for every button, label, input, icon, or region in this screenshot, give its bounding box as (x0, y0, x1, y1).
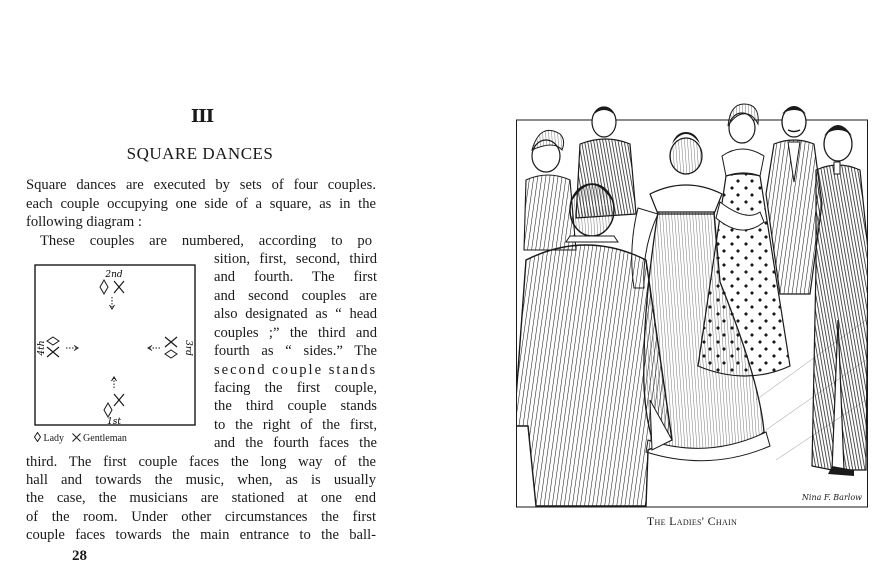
couple-2nd-label: 2nd (105, 270, 123, 280)
text-line: hall and towards the music, when, as is usually (26, 472, 376, 488)
couple-1st-label: 1st (107, 417, 121, 426)
diagram-border (35, 265, 195, 425)
lady-icon (34, 432, 41, 442)
text-line: second couple stands (214, 362, 378, 378)
chapter-number: III (190, 106, 214, 127)
left-page (0, 0, 440, 571)
text-line: and second couples are (214, 288, 377, 304)
illustration-caption: The Ladies' Chain (646, 514, 738, 528)
text-line: couple faces towards the main entrance to the ball- (26, 527, 376, 543)
legend-gentleman-label: Gentleman (83, 433, 127, 444)
text-line: fourth as “ sides.” The (214, 343, 377, 359)
lady-icon (165, 350, 177, 358)
text-line: sition, first, second, third (214, 251, 377, 267)
chapter-title: SQUARE DANCES (126, 144, 274, 163)
artist-signature: Nina F. Barlow (801, 493, 862, 502)
gentleman-icon (72, 433, 81, 442)
text-line: Square dances are executed by sets of four couples. (26, 177, 376, 193)
text-line: also designated as “ head (214, 306, 377, 322)
text-line: third. The first couple faces the long way of the (26, 454, 376, 470)
right-page (440, 0, 882, 571)
square-dance-diagram (34, 264, 196, 426)
lady-figure-left (524, 130, 576, 250)
gentleman-icon (47, 347, 59, 357)
text-line: and fourth. The first (214, 269, 377, 285)
gentleman-icon (114, 281, 124, 293)
gentleman-figure-right (812, 125, 868, 476)
gentleman-icon (165, 337, 177, 347)
gentleman-icon (114, 394, 124, 406)
couple-2nd (100, 270, 124, 309)
couple-4th (37, 337, 78, 357)
couple-3rd-label: 3rd (183, 340, 193, 356)
couple-3rd (148, 337, 193, 358)
lady-icon (100, 280, 108, 294)
legend-lady-label: Lady (43, 433, 65, 444)
text-line: facing the first couple, (214, 380, 377, 396)
lady-icon (47, 337, 59, 345)
text-line: the case, the musicians are stationed at one end (26, 490, 376, 506)
page-number: 28 (72, 548, 87, 564)
text-line: following diagram : (26, 214, 142, 230)
text-line: to the right of the first, (214, 417, 377, 433)
diagram-legend (34, 432, 204, 444)
text-line: couples ;” the third and (214, 325, 377, 341)
text-line: These couples are numbered, according to po (40, 233, 372, 249)
ladies-chain-illustration (516, 100, 868, 508)
text-line: the third couple stands (214, 398, 377, 414)
couple-4th-label: 4th (37, 340, 47, 356)
text-line: and the fourth faces the (214, 435, 377, 451)
lady-icon (104, 403, 112, 417)
text-line: each couple occupying one side of a square, as in the (26, 196, 376, 212)
couple-1st (104, 377, 124, 426)
text-line: of the room. Under other circumstances the first (26, 509, 376, 525)
